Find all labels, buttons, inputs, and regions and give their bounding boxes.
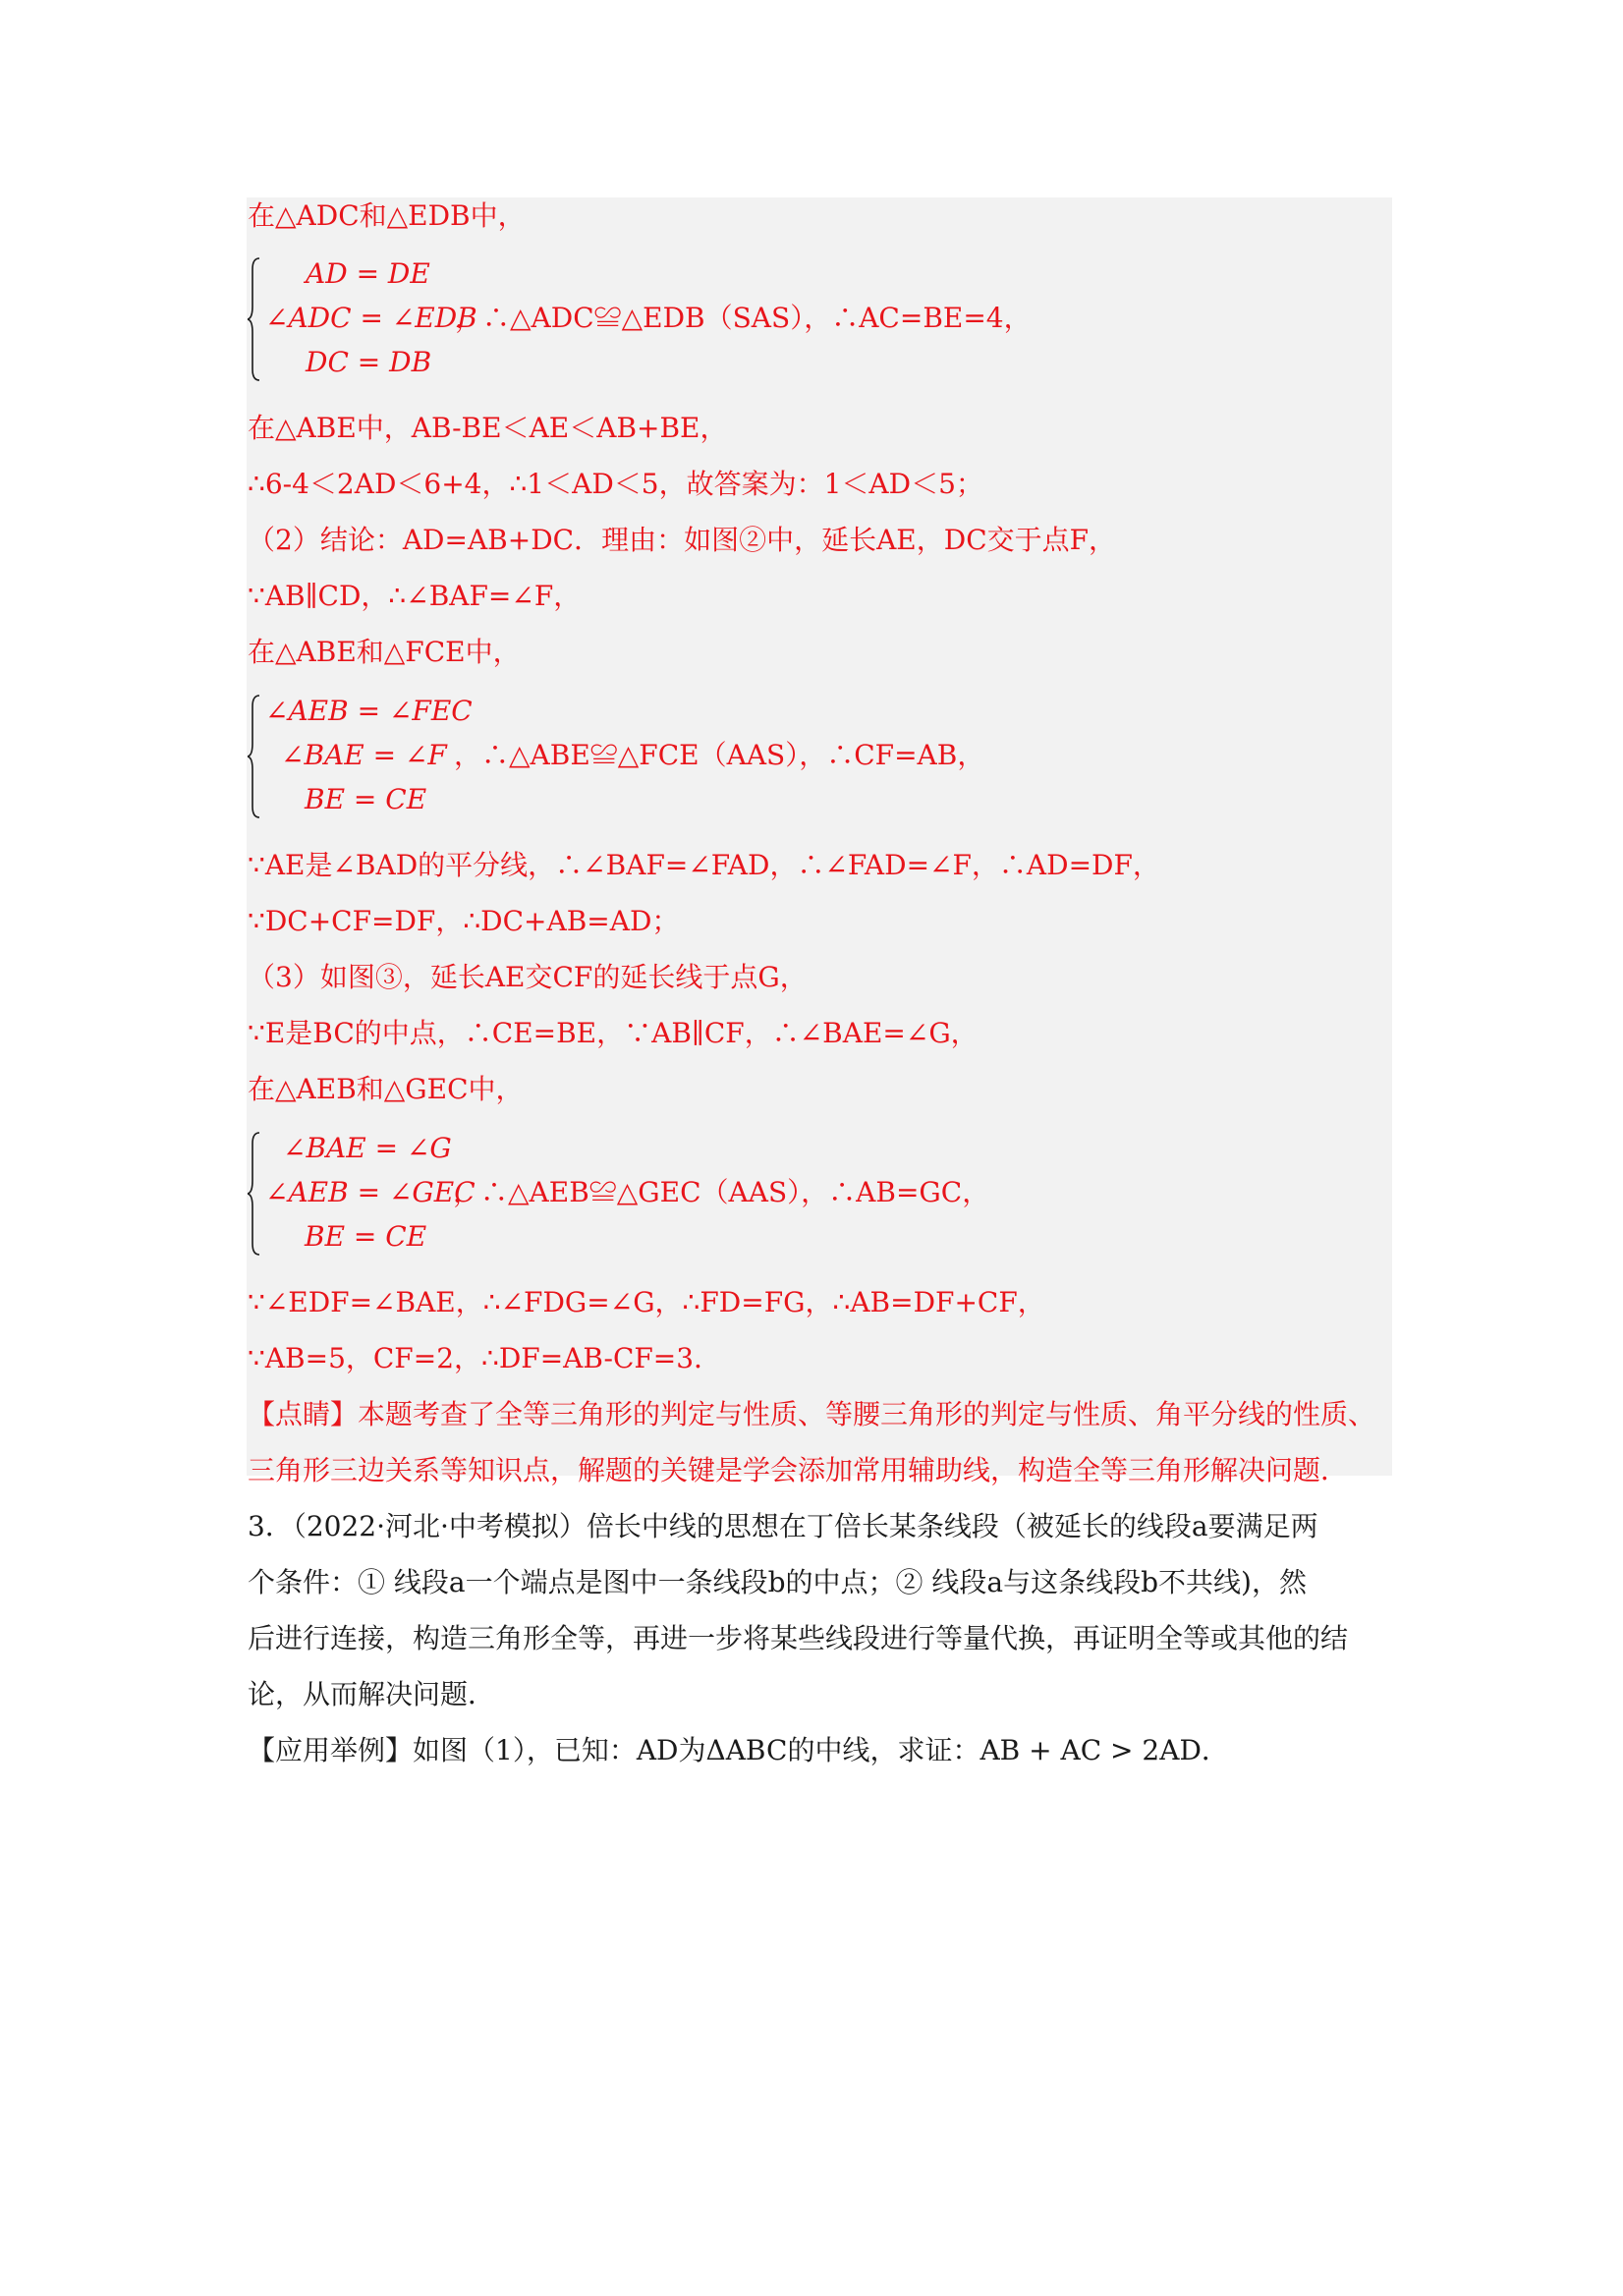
answer-line-12: ∵∠EDF=∠BAE，∴∠FDG=∠G，∴FD=FG，∴AB=DF+CF，	[248, 1286, 1045, 1318]
system-2-equation-3: BE = CE	[305, 783, 427, 815]
left-brace-icon	[248, 1130, 261, 1258]
system-3-conclusion: ，∴△AEB≌△GEC（AAS），∴AB=GC，	[453, 1176, 990, 1208]
answer-line-6: 在△ABE和△FCE中，	[248, 636, 521, 668]
question-line-5: 【应用举例】如图（1），已知：AD为ΔABC的中线，求证：AB + AC > 2AD．	[248, 1734, 1229, 1766]
question-line-3: 后进行连接，构造三角形全等，再进一步将某些线段进行等量代换，再证明全等或其他的结	[248, 1622, 1349, 1654]
system-2-equation-1: ∠AEB = ∠FEC	[265, 695, 473, 727]
answer-line-1: 在△ADC和△EDB中，	[248, 199, 526, 232]
answer-line-5: ∵AB∥CD，∴∠BAF=∠F，	[248, 580, 582, 612]
system-2-equation-2: ∠BAE = ∠F	[281, 739, 447, 771]
answer-line-2: 在△ABE中，AB-BE＜AE＜AB+BE，	[248, 412, 728, 444]
equation-system-1	[248, 255, 1034, 383]
question-line-1: 3．（2022·河北·中考模拟）倍长中线的思想在丁倍长某条线段（被延长的线段a要满足两	[248, 1510, 1318, 1542]
question-line-4: 论，从而解决问题．	[248, 1678, 496, 1710]
question-line-2: 个条件：① 线段a一个端点是图中一条线段b的中点；② 线段a与这条线段b不共线)，然	[248, 1566, 1307, 1598]
system-1-equation-2: ∠ADC = ∠EDB	[265, 302, 477, 334]
answer-line-3: ∴6-4＜2AD＜6+4，∴1＜AD＜5，故答案为：1＜AD＜5；	[248, 468, 983, 500]
left-brace-icon	[248, 693, 261, 820]
system-2-conclusion: ，∴△ABE≌△FCE（AAS），∴CF=AB，	[454, 739, 985, 771]
left-brace-icon	[248, 255, 261, 383]
answer-line-10: ∵E是BC的中点，∴CE=BE，∵AB∥CF，∴∠BAE=∠G，	[248, 1017, 979, 1049]
system-3-equation-2: ∠AEB = ∠GEC	[265, 1176, 476, 1208]
answer-line-8: ∵DC+CF=DF，∴DC+AB=AD；	[248, 905, 680, 937]
system-1-equation-3: DC = DB	[306, 346, 432, 378]
remark-line-2: 三角形三边关系等知识点，解题的关键是学会添加常用辅助线，构造全等三角形解决问题．	[248, 1454, 1349, 1486]
answer-line-13: ∵AB=5，CF=2，∴DF=AB-CF=3．	[248, 1342, 722, 1374]
answer-line-9: （3）如图③，延长AE交CF的延长线于点G，	[248, 961, 808, 993]
equation-system-3	[248, 1130, 1034, 1258]
answer-line-7: ∵AE是∠BAD的平分线，∴∠BAF=∠FAD，∴∠FAD=∠F，∴AD=DF，	[248, 849, 1160, 881]
remark-line-1: 【点睛】本题考查了全等三角形的判定与性质、等腰三角形的判定与性质、角平分线的性质、	[248, 1398, 1376, 1430]
system-1-conclusion: ，∴△ADC≌△EDB（SAS），∴AC=BE=4，	[455, 302, 1032, 334]
system-1-equation-1: AD = DE	[306, 257, 430, 290]
answer-line-11: 在△AEB和△GEC中，	[248, 1073, 524, 1105]
answer-line-4: （2）结论：AD=AB+DC．理由：如图②中，延长AE，DC交于点F，	[248, 524, 1117, 556]
system-3-equation-3: BE = CE	[305, 1220, 427, 1253]
equation-system-2	[248, 693, 1034, 820]
system-3-equation-1: ∠BAE = ∠G	[283, 1132, 452, 1164]
